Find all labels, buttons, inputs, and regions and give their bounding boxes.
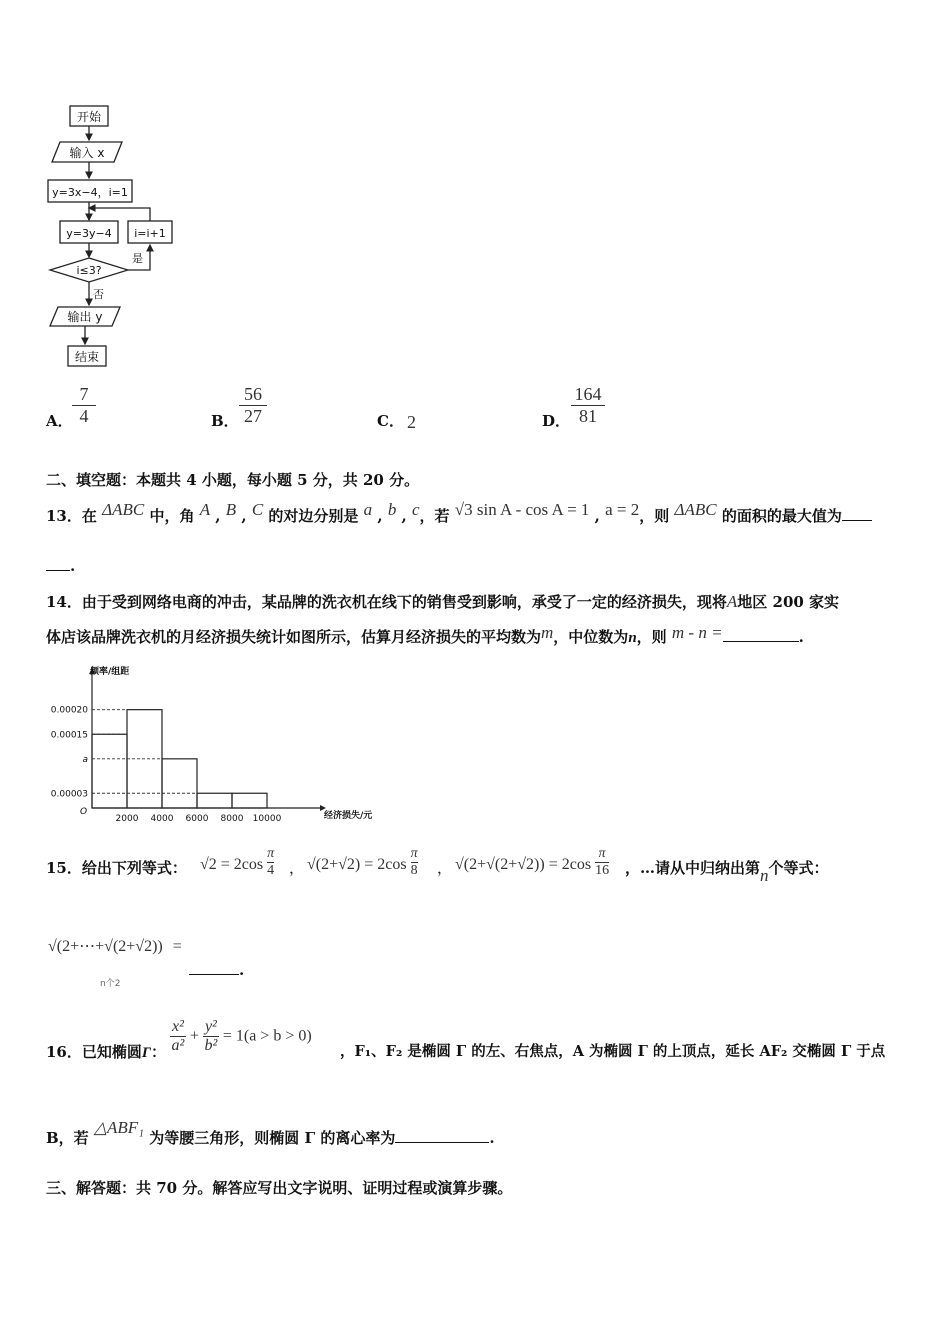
y-axis-label: 频率/组距 xyxy=(90,667,130,677)
q13-equation-2: a = 2 xyxy=(605,500,640,519)
flow-yes-label: 是 xyxy=(132,252,143,265)
y-tick-label: a xyxy=(82,754,88,765)
q13-answer-blank xyxy=(842,520,872,521)
q16-answer-blank xyxy=(395,1142,489,1143)
histogram-bar xyxy=(232,793,267,808)
q16-line-2: B，若 △ABF₁ 为等腰三角形，则椭圆 Γ 的离心率为 . xyxy=(46,1118,495,1147)
q13-blank-line2: . xyxy=(46,556,75,576)
x-tick-label: 2000 xyxy=(115,814,139,824)
section-2-heading: 二、填空题：本题共 4 小题，每小题 5 分，共 20 分。 xyxy=(46,471,420,489)
histogram-bar xyxy=(197,793,232,808)
q15-equation-1: √2 = 2cos $\frac{\pi}{4}$ xyxy=(200,846,275,878)
flow-update-y-text: y=3y−4 xyxy=(66,227,112,240)
option-d-fraction: $\frac{164}{81}$ xyxy=(571,384,605,427)
histogram-bar xyxy=(162,759,197,808)
q15-tail: ，…请从中归纳出第n个等式： xyxy=(625,859,829,885)
q13-triangle: ΔABC xyxy=(102,500,145,519)
x-axis-label: 经济损失/元 xyxy=(324,811,373,821)
x-tick-label: 4000 xyxy=(150,814,174,824)
q15-intro: 15．给出下列等式： xyxy=(46,859,187,877)
flow-start-text: 开始 xyxy=(76,110,102,124)
q15-brace-label: n个2 xyxy=(100,979,121,989)
option-a-label: A． xyxy=(46,412,73,430)
q15-answer-blank: . xyxy=(189,960,244,980)
histogram-bar xyxy=(92,734,127,808)
flow-no-label: 否 xyxy=(93,288,104,301)
q15-general-expression: √(2+⋯+√(2+√2)) = xyxy=(48,938,182,955)
section-3-heading: 三、解答题：共 70 分。解答应写出文字说明、证明过程或演算步骤。 xyxy=(46,1179,513,1197)
q14-answer-blank xyxy=(723,641,799,642)
y-tick-label: 0.00003 xyxy=(50,789,88,800)
flow-end-text: 结束 xyxy=(74,350,100,364)
flow-condition-text: i≤3? xyxy=(76,264,102,277)
option-b-label: B． xyxy=(211,412,239,430)
flow-update-i-text: i=i+1 xyxy=(134,227,166,240)
x-tick-label: 10000 xyxy=(252,814,282,824)
origin-label: O xyxy=(80,807,88,817)
flow-init-text: y=3x−4，i=1 xyxy=(52,186,128,199)
q16-ellipse-equation: $\frac{\text{x²}}{\text{a²}}$ + $\frac{\text{y²}}{\text{b²}}$ = 1(a > b > 0) xyxy=(171,1018,312,1054)
q16-triangle: △ABF₁ xyxy=(93,1118,145,1137)
q13-equation-1: √3 sin A - cos A = 1 xyxy=(454,500,590,519)
y-tick-label: 0.00020 xyxy=(50,705,88,716)
option-d-label: D． xyxy=(542,412,571,430)
flowchart xyxy=(40,100,180,375)
q15-equation-2: √(2+√2) = 2cos $\frac{\pi}{8}$ xyxy=(307,846,418,878)
y-tick-label: 0.00015 xyxy=(50,730,88,741)
option-c-label: C． xyxy=(377,412,404,430)
q16-intro: 16．已知椭圆Γ： xyxy=(46,1043,166,1061)
q14-line-1: 14．由于受到网络电商的冲击，某品牌的洗衣机在线下的销售受到影响，承受了一定的经济损失，现将A地区 200 家实 xyxy=(46,592,840,611)
flow-output-text: 输出 y xyxy=(67,310,103,324)
x-tick-label: 8000 xyxy=(220,814,244,824)
option-b-fraction: $\frac{56}{27}$ xyxy=(239,384,267,427)
q15-equation-3: √(2+√(2+√2)) = 2cos $\frac{\pi}{16}$ xyxy=(455,846,610,878)
q14-line-2: 体店该品牌洗衣机的月经济损失统计如图所示，估算月经济损失的平均数为m，中位数为n，则 m - n = . xyxy=(46,623,804,646)
option-c-value: 2 xyxy=(407,412,416,432)
flow-input-text: 输入 x xyxy=(69,146,105,160)
option-a-fraction: $\frac{7}{4}$ xyxy=(72,384,96,427)
x-tick-label: 6000 xyxy=(185,814,209,824)
histogram-chart xyxy=(44,660,373,830)
q13-line: 13．在 ΔABC 中，角 A , B , C 的对边分别是 a , b , c，若 √3 sin A - cos A = 1 , a = 2，则 ΔABC 的面积的最大值为 xyxy=(46,506,872,526)
q16-line-1-tail: ，F₁、F₂ 是椭圆 Γ 的左、右焦点，A 为椭圆 Γ 的上顶点，延长 AF₂ 交椭圆 Γ 于点 xyxy=(340,1043,886,1060)
